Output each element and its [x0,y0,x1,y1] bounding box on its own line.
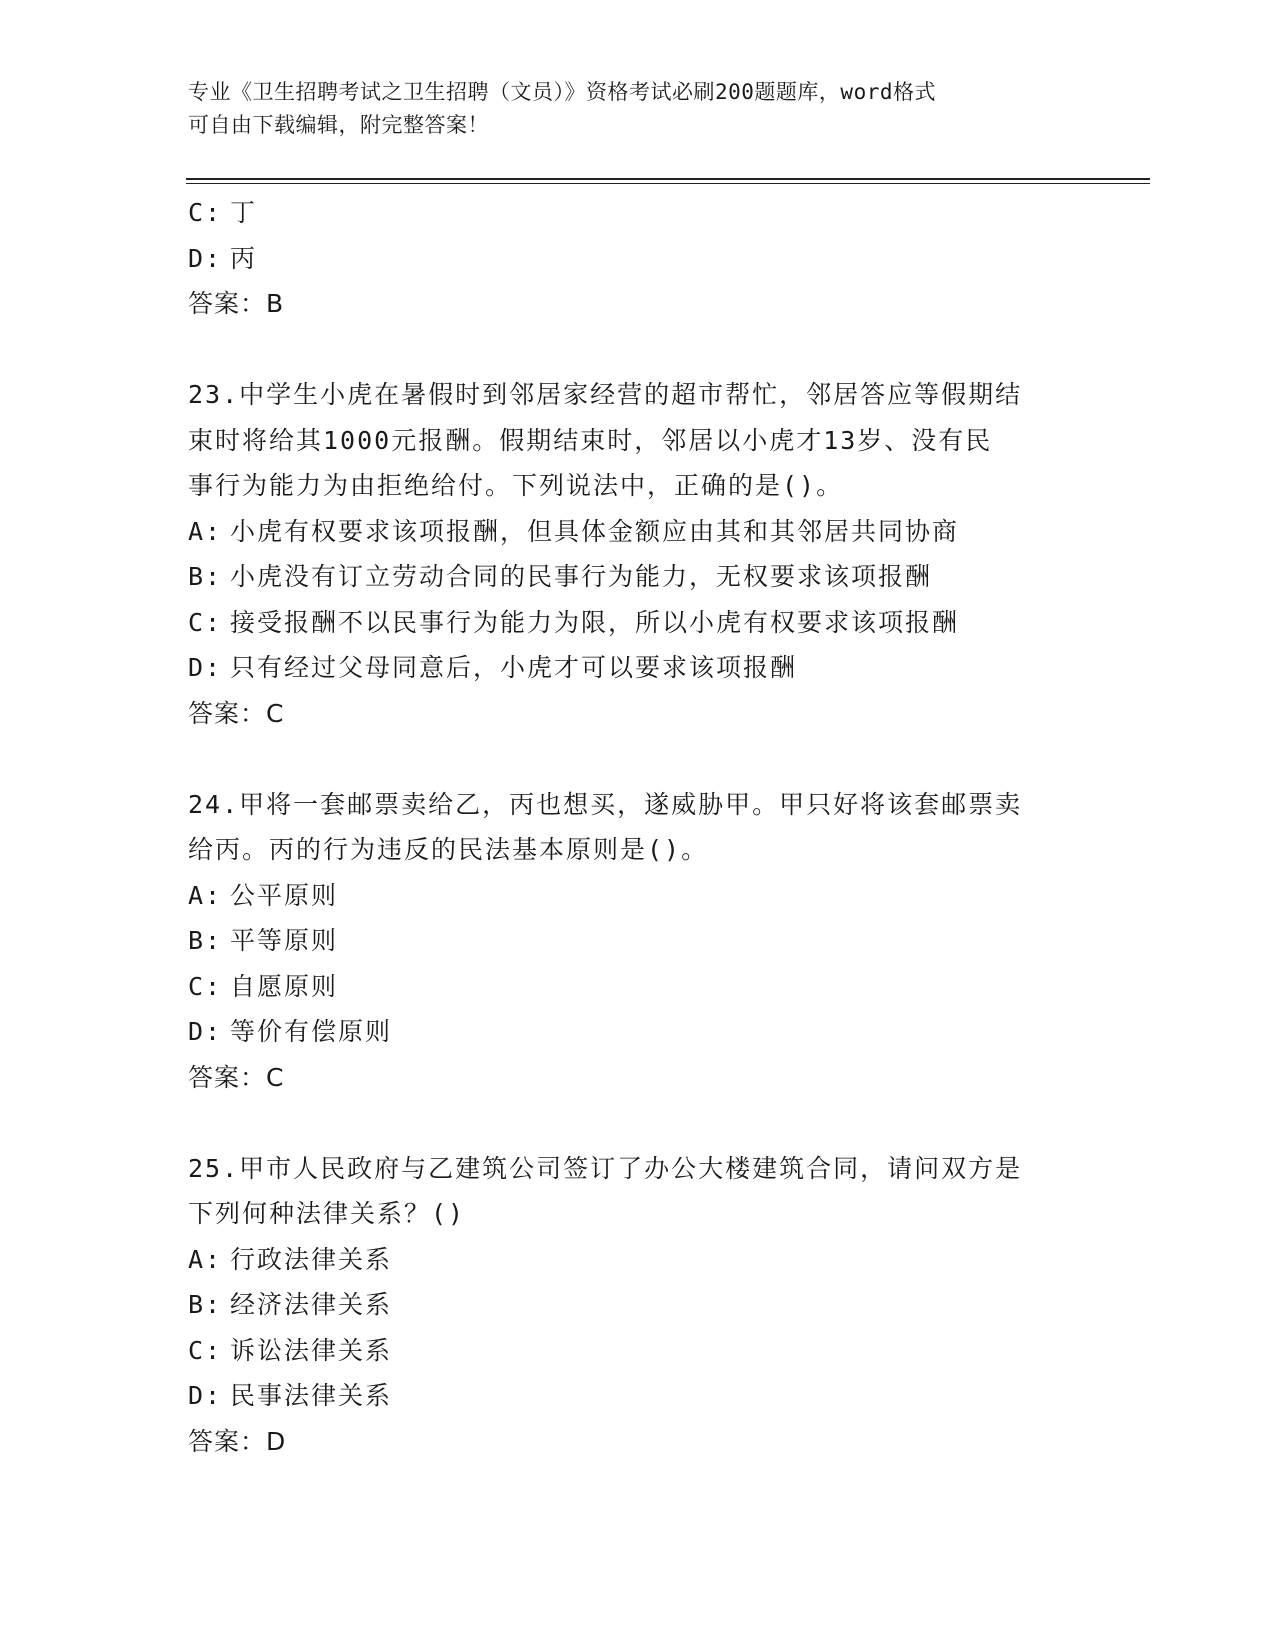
option-text: 只有经过父母同意后，小虎才可以要求该项报酬 [230,653,798,682]
header-line-2: 可自由下载编辑，附完整答案！ [188,113,489,137]
option-c [188,190,1088,236]
spacer [188,1100,1088,1146]
spacer [188,327,1088,373]
header-divider-thick [186,178,1150,180]
option-label: D: [188,1017,223,1046]
document-header [188,76,1068,142]
option-text: 经济法律关系 [230,1290,393,1319]
question-stem-line: 事行为能力为由拒绝给付。下列说法中，正确的是()。 [188,471,844,500]
question-stem-line: 给丙。丙的行为违反的民法基本原则是()。 [188,835,709,864]
option-c [188,1328,1088,1374]
option-label: D: [188,1381,223,1410]
question-stem-line: 束时将给其1000元报酬。假期结束时，邻居以小虎才13岁、没有民 [188,425,993,455]
option-d [188,645,1088,691]
option-a [188,509,1088,555]
option-text: 诉讼法律关系 [230,1335,393,1365]
question-24 [188,782,1088,1101]
option-text: 自愿原则 [230,971,339,1001]
option-text: 丁 [230,198,258,227]
option-text: 小虎有权要求该项报酬，但具体金额应由其和其邻居共同协商 [230,516,960,546]
option-label: B: [188,926,223,955]
option-a [188,1237,1088,1283]
answer-line: 答案：C [188,1062,285,1092]
option-text: 小虎没有订立劳动合同的民事行为能力，无权要求该项报酬 [230,562,933,591]
previous-question-tail [188,190,1088,327]
question-stem-line: 24.甲将一套邮票卖给乙，丙也想买，遂威胁甲。甲只好将该套邮票卖 [188,789,1023,819]
option-b [188,918,1088,964]
option-d [188,1009,1088,1055]
option-d [188,236,1088,282]
option-c [188,600,1088,646]
option-label: A: [188,1244,223,1274]
option-label: B: [188,562,223,591]
option-label: D: [188,653,223,682]
option-text: 等价有偿原则 [230,1017,393,1046]
option-text: 行政法律关系 [230,1244,393,1274]
question-23 [188,372,1088,736]
option-label: C: [188,198,223,227]
option-label: C: [188,1335,223,1365]
option-text: 丙 [230,243,258,273]
option-text: 接受报酬不以民事行为能力为限，所以小虎有权要求该项报酬 [230,607,960,637]
option-b [188,554,1088,600]
option-text: 平等原则 [230,926,339,955]
header-divider-thin [186,183,1150,184]
option-label: C: [188,971,223,1001]
answer-line: 答案：B [188,289,285,318]
option-label: A: [188,880,223,910]
question-25 [188,1146,1088,1465]
header-line-1: 专业《卫生招聘考试之卫生招聘（文员）》资格考试必刷200题题库，word格式 [188,80,936,104]
option-a [188,873,1088,919]
document-body [188,190,1088,1464]
option-label: D: [188,243,223,273]
option-text: 公平原则 [230,880,339,910]
option-c [188,964,1088,1010]
option-d [188,1373,1088,1419]
option-label: A: [188,516,223,546]
option-label: C: [188,607,223,637]
question-stem-line: 23.中学生小虎在暑假时到邻居家经营的超市帮忙，邻居答应等假期结 [188,380,1023,409]
spacer [188,736,1088,782]
question-stem-line: 下列何种法律关系？() [188,1199,466,1228]
option-label: B: [188,1290,223,1319]
question-stem-line: 25.甲市人民政府与乙建筑公司签订了办公大楼建筑合同，请问双方是 [188,1153,1023,1183]
answer-line: 答案：C [188,698,285,728]
option-text: 民事法律关系 [230,1381,393,1410]
answer-line: 答案：D [188,1426,287,1456]
option-b [188,1282,1088,1328]
